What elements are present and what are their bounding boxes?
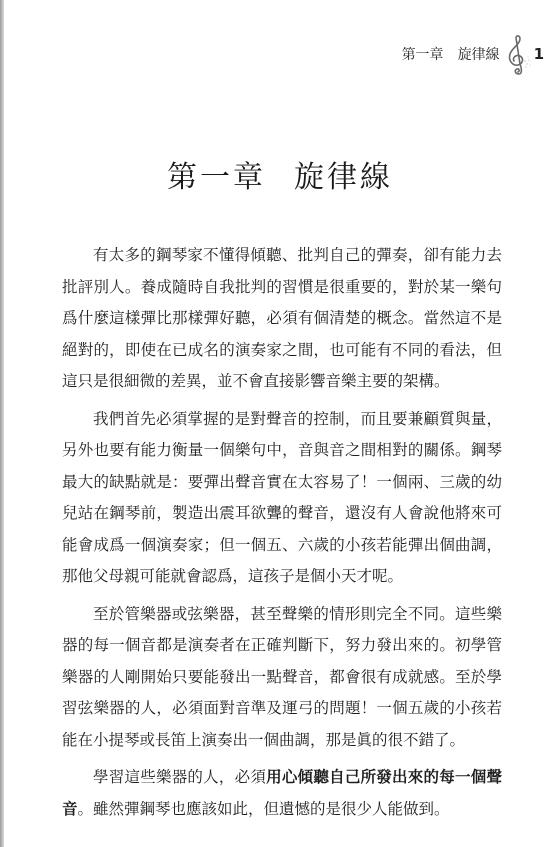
- paragraph: 有太多的鋼琴家不懂得傾聽、批判自己的彈奏，卻有能力去批評別人。養成隨時自我批判的習慣是很重要的，對於某一樂句爲什麼這樣彈比那樣彈好聽，必須有個清楚的概念。當然這不是絕對的，即使在已成名的演奏家之間，也可能有不同的看法，但這只是很細微的差異，並不會直接影響音樂主要的架構。: [62, 246, 502, 390]
- body-text: [62, 240, 502, 831]
- running-head-title: 旋律線: [457, 47, 500, 63]
- chapter-name: 旋律線: [294, 160, 393, 195]
- page-edge-shadow: [0, 0, 4, 847]
- page-number: 1: [533, 45, 544, 63]
- paragraph: [62, 762, 502, 825]
- emphasis-text: 用心傾聽自己所發出來的每一個聲音: [62, 768, 502, 818]
- chapter-title: [0, 152, 560, 196]
- chapter-number: 第一章: [167, 160, 266, 195]
- running-head-chapter: 第一章: [401, 47, 444, 63]
- paragraph: 至於管樂器或弦樂器，甚至聲樂的情形則完全不同。這些樂器的每一個音都是演奏者在正確判斷下，努力發出來的。初學管樂器的人剛開始只要能發出一點聲音，都會很有成就感。至於學習弦樂器的人，必須面對音準及運弓的問題！一個五歲的小孩若能在小提琴或長笛上演奏出一個曲調，那是眞的很不錯了。: [62, 604, 502, 749]
- paragraph: 我們首先必須掌握的是對聲音的控制，而且要兼顧質與量，另外也要有能力衡量一個樂句中，音與音之間相對的關係。鋼琴最大的缺點就是：要彈出聲音實在太容易了！一個兩、三歲的幼兒站在鋼琴前，製造出震耳欲聾的聲音，還沒有人會說他將來可能會成爲一個演奏家；但一個五、六歲的小孩若能彈出個曲調，那他父母親可能就會認爲，這孩子是個小天才呢。: [62, 409, 502, 585]
- paragraph-text: 。雖然彈鋼琴也應該如此，但遺憾的是很少人能做到。: [77, 799, 450, 818]
- paragraph-text: 學習這些樂器的人，必須: [93, 768, 267, 786]
- treble-clef-icon: [504, 34, 532, 78]
- running-head: [402, 30, 544, 78]
